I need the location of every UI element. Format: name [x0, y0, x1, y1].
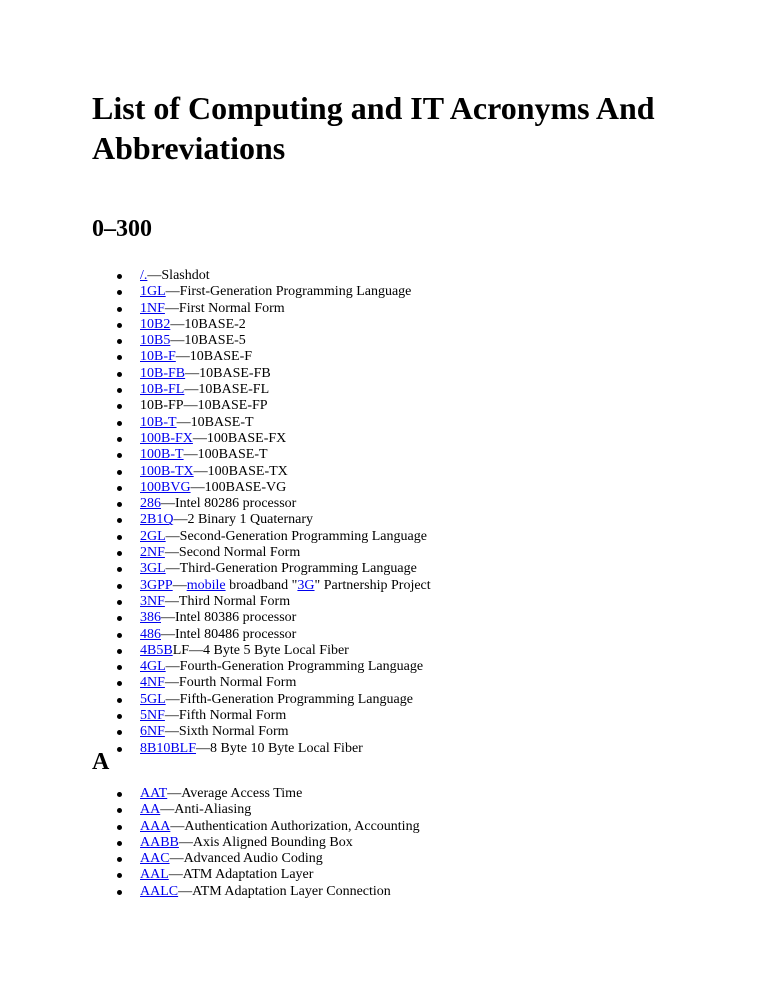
acronym-link[interactable]: mobile: [186, 577, 226, 593]
acronym-definition: —Slashdot: [147, 268, 210, 283]
acronym-definition: —Second Normal Form: [164, 545, 301, 561]
acronym-definition: " Partnership Project: [314, 577, 431, 593]
acronym-definition: —Sixth Normal Form: [164, 724, 289, 740]
list-item: [92, 268, 431, 284]
list-item: [92, 398, 431, 414]
acronym-link[interactable]: 10B-F: [140, 349, 176, 365]
acronym-definition: LF—4 Byte 5 Byte Local Fiber: [172, 642, 349, 658]
list-item: [92, 349, 431, 365]
acronym-link[interactable]: AAA: [140, 818, 171, 834]
list-item: [92, 786, 420, 802]
acronym-definition: —First-Generation Programming Language: [165, 284, 412, 300]
acronym-definition: —100BASE-TX: [193, 463, 288, 479]
acronym-link[interactable]: 3G: [297, 577, 315, 593]
acronym-definition: —100BASE-T: [183, 447, 268, 463]
list-item: [92, 594, 431, 610]
acronym-link[interactable]: 4NF: [140, 675, 165, 691]
acronym-link[interactable]: AAC: [140, 851, 170, 867]
list-item: [92, 447, 431, 463]
acronym-definition: —100BASE-VG: [190, 479, 287, 495]
acronym-definition: —Fifth Normal Form: [164, 708, 287, 724]
acronym-definition: —Fifth-Generation Programming Language: [165, 691, 413, 707]
acronym-link[interactable]: 6NF: [140, 724, 165, 740]
acronym-link[interactable]: 10B2: [140, 316, 171, 332]
list-item: [92, 741, 431, 757]
list-item: [92, 675, 431, 691]
acronym-link[interactable]: 10B-FL: [140, 382, 185, 398]
list-item: [92, 561, 431, 577]
acronym-definition: —10BASE-2: [170, 316, 246, 332]
acronym-definition: —Third Normal Form: [164, 593, 291, 609]
list-item: [92, 415, 431, 431]
list-item: [92, 884, 420, 900]
list-item: [92, 708, 431, 724]
acronym-link[interactable]: 3GPP: [140, 577, 173, 593]
list-item: [92, 835, 420, 851]
acronym-definition: —8 Byte 10 Byte Local Fiber: [196, 740, 363, 756]
list-item: [92, 284, 431, 300]
acronym-definition: 10B-FP—10BASE-FP: [140, 398, 268, 414]
list-item: [92, 333, 431, 349]
acronym-link[interactable]: 2NF: [140, 545, 165, 561]
acronym-definition: —Fourth Normal Form: [164, 675, 297, 691]
acronym-definition: —10BASE-T: [176, 414, 254, 430]
acronym-list-0-300: [92, 268, 431, 757]
list-item: [92, 431, 431, 447]
list-item: [92, 529, 431, 545]
acronym-definition: —ATM Adaptation Layer Connection: [178, 883, 391, 899]
acronym-link[interactable]: 100B-T: [140, 447, 184, 463]
acronym-link[interactable]: 10B-FB: [140, 365, 186, 381]
acronym-definition: —Fourth-Generation Programming Language: [165, 659, 424, 675]
acronym-link[interactable]: 2GL: [140, 528, 166, 544]
acronym-link[interactable]: 1GL: [140, 284, 166, 300]
acronym-link[interactable]: 100B-FX: [140, 430, 193, 446]
acronym-link[interactable]: AA: [140, 802, 161, 818]
acronym-definition: —ATM Adaptation Layer: [168, 867, 314, 883]
acronym-definition: —First Normal Form: [164, 300, 285, 316]
acronym-link[interactable]: 8B10BLF: [140, 740, 197, 756]
acronym-definition: —Axis Aligned Bounding Box: [178, 834, 353, 850]
acronym-link[interactable]: 2B1Q: [140, 512, 174, 528]
list-item: [92, 851, 420, 867]
acronym-link[interactable]: 5NF: [140, 708, 165, 724]
acronym-definition: —Intel 80386 processor: [161, 610, 297, 626]
acronym-link[interactable]: 3NF: [140, 593, 165, 609]
acronym-definition: broadband ": [225, 577, 298, 593]
acronym-definition: —10BASE-FB: [185, 365, 271, 381]
acronym-link[interactable]: 5GL: [140, 691, 166, 707]
acronym-link[interactable]: 286: [140, 496, 161, 512]
acronym-link[interactable]: AAT: [140, 786, 168, 801]
acronym-link[interactable]: 386: [140, 610, 161, 626]
acronym-link[interactable]: 100BVG: [140, 479, 191, 495]
acronym-link[interactable]: 1NF: [140, 300, 165, 316]
acronym-definition: —Authentication Authorization, Accounting: [170, 818, 420, 834]
acronym-link[interactable]: 10B5: [140, 333, 171, 349]
acronym-link[interactable]: 4GL: [140, 659, 166, 675]
list-item: [92, 627, 431, 643]
list-item: [92, 867, 420, 883]
acronym-definition: —Intel 80286 processor: [161, 496, 297, 512]
list-item: [92, 317, 431, 333]
acronym-link[interactable]: AABB: [140, 834, 179, 850]
list-item: [92, 643, 431, 659]
list-item: [92, 301, 431, 317]
acronym-definition: —Average Access Time: [167, 786, 303, 801]
acronym-link[interactable]: AALC: [140, 883, 179, 899]
list-item: [92, 724, 431, 740]
acronym-link[interactable]: AAL: [140, 867, 169, 883]
acronym-link[interactable]: 486: [140, 626, 161, 642]
acronym-definition: —100BASE-FX: [192, 430, 287, 446]
acronym-definition: —10BASE-F: [175, 349, 253, 365]
list-item: [92, 382, 431, 398]
page-title: List of Computing and IT Acronyms And Abbreviations: [92, 90, 655, 166]
acronym-definition: —Intel 80486 processor: [161, 626, 297, 642]
acronym-definition: —10BASE-5: [170, 333, 246, 349]
list-item: [92, 464, 431, 480]
acronym-definition: —10BASE-FL: [184, 382, 270, 398]
acronym-definition: —Third-Generation Programming Language: [165, 561, 417, 577]
list-item: [92, 545, 431, 561]
list-item: [92, 512, 431, 528]
acronym-link[interactable]: 10B-T: [140, 414, 177, 430]
acronym-link[interactable]: 3GL: [140, 561, 166, 577]
list-item: [92, 610, 431, 626]
acronym-link[interactable]: /.: [140, 268, 148, 283]
list-item: [92, 659, 431, 675]
section-heading-a: A: [92, 749, 110, 775]
acronym-definition: —2 Binary 1 Quaternary: [173, 512, 314, 528]
acronym-list-a: [92, 786, 420, 900]
list-item: [92, 366, 431, 382]
list-item: [92, 819, 420, 835]
list-item: [92, 802, 420, 818]
list-item: [92, 480, 431, 496]
list-item: [92, 692, 431, 708]
acronym-definition: —Second-Generation Programming Language: [165, 528, 427, 544]
acronym-link[interactable]: 4B5B: [140, 642, 173, 658]
acronym-definition: —Anti-Aliasing: [160, 802, 252, 818]
acronym-link[interactable]: 100B-TX: [140, 463, 194, 479]
section-heading-0-300: 0–300: [92, 216, 152, 242]
list-item: [92, 578, 431, 594]
list-item: [92, 496, 431, 512]
acronym-definition: —: [172, 577, 187, 593]
acronym-definition: —Advanced Audio Coding: [169, 851, 323, 867]
